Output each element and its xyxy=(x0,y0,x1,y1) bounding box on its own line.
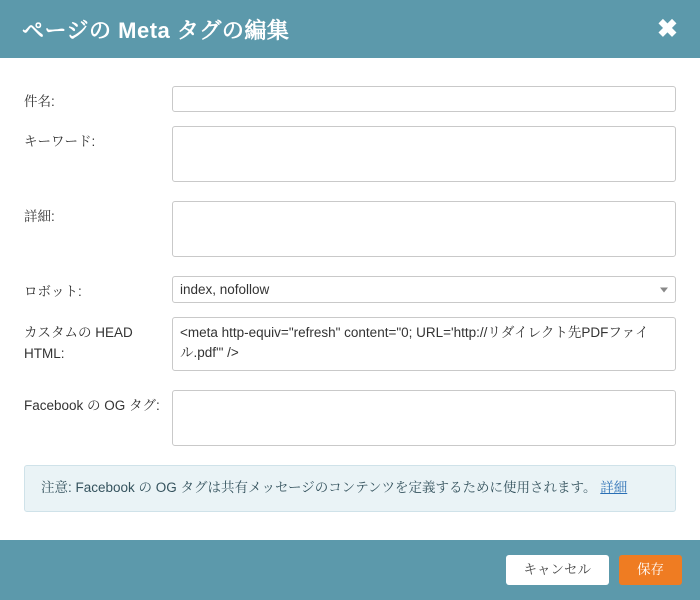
form-row-robots xyxy=(24,276,676,303)
page-title: ページの Meta タグの編集 xyxy=(22,17,290,43)
form-row-keywords xyxy=(24,126,676,187)
custom-head-html-textarea[interactable] xyxy=(172,317,676,371)
description-textarea[interactable] xyxy=(172,201,676,257)
cancel-button[interactable]: キャンセル xyxy=(506,555,610,585)
keywords-textarea[interactable] xyxy=(172,126,676,182)
robots-select-wrap xyxy=(172,276,676,303)
dialog-body xyxy=(0,58,700,540)
facebook-og-notice xyxy=(24,465,676,512)
robots-field-wrap xyxy=(172,276,676,303)
facebook-og-field-wrap xyxy=(172,390,676,451)
keywords-field-wrap xyxy=(172,126,676,187)
facebook-og-label: Facebook の OG タグ: xyxy=(24,398,160,414)
save-button[interactable]: 保存 xyxy=(619,555,682,585)
description-label: 詳細: xyxy=(24,209,55,225)
close-icon[interactable]: ✖ xyxy=(657,14,678,43)
subject-label: 件名: xyxy=(24,94,55,109)
form-row-custom-head-html xyxy=(24,317,676,376)
dialog-footer xyxy=(0,540,700,600)
dialog-titlebar xyxy=(0,0,700,58)
robots-select[interactable] xyxy=(172,276,676,303)
subject-input[interactable] xyxy=(172,86,676,112)
facebook-og-textarea[interactable] xyxy=(172,390,676,446)
form-row-subject xyxy=(24,86,676,112)
notice-text: 注意: Facebook の OG タグは共有メッセージのコンテンツを定義するために使用されます。 xyxy=(41,480,597,496)
custom-head-html-field-wrap xyxy=(172,317,676,376)
robots-label: ロボット: xyxy=(24,284,82,300)
subject-field-wrap xyxy=(172,86,676,112)
notice-learn-more-link[interactable]: 詳細 xyxy=(600,480,628,496)
description-field-wrap xyxy=(172,201,676,262)
custom-head-html-label: カスタムの HEAD HTML: xyxy=(24,325,133,361)
keywords-label: キーワード: xyxy=(24,134,96,150)
form-row-description xyxy=(24,201,676,262)
form-row-facebook-og xyxy=(24,390,676,451)
